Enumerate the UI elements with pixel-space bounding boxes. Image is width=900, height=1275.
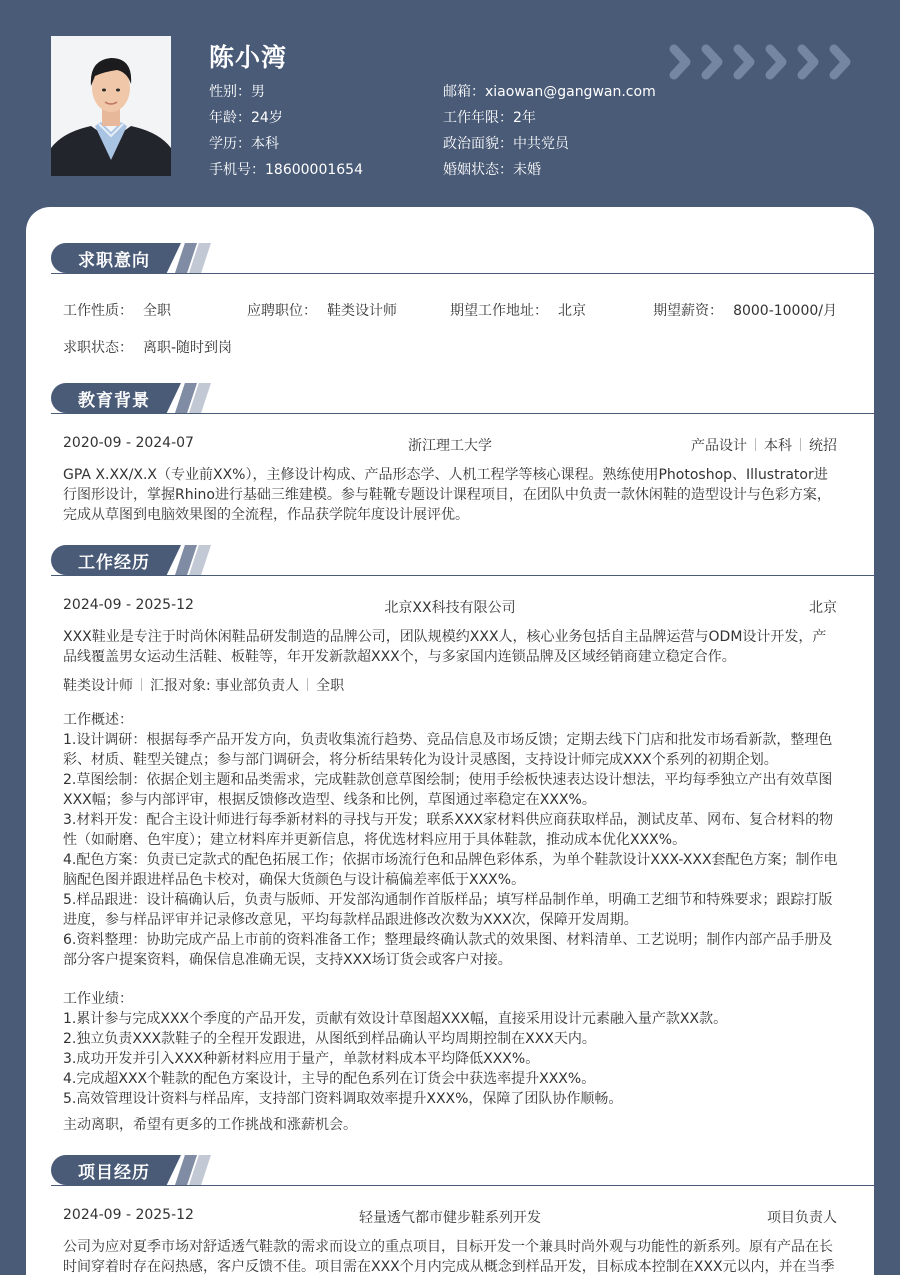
section-label: 求职意向 (78, 251, 150, 271)
marital-label: 婚姻状态： (443, 162, 513, 178)
section-label: 工作经历 (78, 553, 150, 573)
work-report: 汇报对象: 事业部负责人 (150, 678, 300, 694)
section-title-education (51, 383, 851, 415)
candidate-name: 陈小湾 (209, 43, 288, 72)
work-job-type: 全职 (316, 678, 345, 694)
overview-line: 3.材料开发：配合主设计师进行每季新材料的寻找与开发；联系XXX家材料供应商获取样品，测试皮革、网布、复合材料的物 (63, 812, 834, 828)
resume-header (0, 0, 900, 205)
separator (755, 438, 756, 451)
intent-location (450, 300, 586, 320)
section-divider (51, 413, 874, 414)
profile-photo (51, 36, 171, 176)
work-meta (63, 675, 344, 695)
work-overview (63, 710, 839, 970)
achievement-line: 4.完成超XXX个鞋款的配色方案设计，主导的配色系列在订货会中获选率提升XXX%。 (63, 1071, 596, 1087)
email-label: 邮箱： (443, 84, 485, 100)
achievement-line: 5.高效管理设计资料与样品库，支持部门资料调取效率提升XXX%，保障了团队协作顺畅。 (63, 1091, 623, 1107)
section-title-project (51, 1155, 851, 1187)
degree-row (209, 131, 363, 157)
overview-line: 性（如耐磨、色牢度）；建立材料库并更新信息，将优选材料应用于具体鞋款，推动成本优化XXX%。 (63, 832, 687, 848)
section-divider (51, 1185, 874, 1186)
years-row (443, 105, 656, 131)
age-row (209, 105, 363, 131)
separator (141, 678, 142, 691)
overview-line: XXX幅；参与内部评审，根据反馈修改造型、线条和比例，草图通过率稳定在XXX%。 (63, 792, 596, 808)
project-role: 项目负责人 (767, 1210, 837, 1226)
work-role: 鞋类设计师 (63, 678, 133, 694)
intent-status (63, 337, 232, 357)
basic-info-left (209, 79, 363, 183)
work-achievements (63, 989, 839, 1109)
gender-value: 男 (251, 84, 265, 100)
work-intro-line: XXX鞋业是专注于时尚休闲鞋品研发制造的品牌公司，团队规模约XXX人，核心业务包括自主品牌运营与ODM设计开发，产 (63, 629, 827, 645)
section-label: 教育背景 (78, 391, 150, 411)
achievement-line: 1.累计参与完成XXX个季度的产品开发，贡献有效设计草图超XXX幅，直接采用设计元素融入量产款XX款。 (63, 1011, 728, 1027)
politics-label: 政治面貌： (443, 136, 513, 152)
intent-position (247, 300, 397, 320)
marital-value: 未婚 (513, 162, 541, 178)
chevron-decoration-icon (668, 43, 870, 81)
edu-line: 完成从草图到电脑效果图的全流程，作品获学院年度设计展评优。 (63, 507, 469, 523)
section-title-intent (51, 243, 851, 275)
intent-location-value: 北京 (558, 303, 586, 319)
section-divider (51, 575, 874, 576)
phone-row (209, 157, 363, 183)
separator (800, 438, 801, 451)
intent-salary (653, 300, 837, 320)
email-row (443, 79, 656, 105)
marital-row (443, 157, 656, 183)
gender-row (209, 79, 363, 105)
achievement-line: 3.成功开发并引入XXX种新材料应用于量产，单款材料成本平均降低XXX%。 (63, 1051, 540, 1067)
work-company: 北京XX科技有限公司 (384, 600, 516, 616)
person-portrait-icon (51, 36, 171, 176)
project-line: 公司为应对夏季市场对舒适透气鞋款的需求而设立的重点项目，目标开发一个兼具时尚外观与功能性的新系列。原有产品在长 (63, 1239, 833, 1255)
intent-status-label: 求职状态： (63, 340, 133, 356)
edu-major: 产品设计 (691, 438, 747, 454)
overview-line: 进度，参与样品评审并记录修改意见，平均每款样品跟进修改次数为XXX次，保障开发周期。 (63, 912, 638, 928)
edu-line: GPA X.XX/X.X（专业前XX%），主修设计构成、产品形态学、人机工程学等核心课程。熟练使用Photoshop、Illustrator进 (63, 467, 828, 483)
overview-title: 工作概述： (63, 712, 133, 728)
gender-label: 性别： (209, 84, 251, 100)
overview-line: 5.样品跟进：设计稿确认后，负责与版师、开发部沟通制作首版样品；填写样品制作单，明确工艺细节和特殊要求；跟踪打版 (63, 892, 833, 908)
section-divider (51, 273, 874, 274)
phone-label: 手机号： (209, 162, 265, 178)
overview-line: 4.配色方案：负责已定款式的配色拓展工作；依据市场流行色和品牌色彩体系，为单个鞋款设计XXX-XXX套配色方案；制作电 (63, 852, 838, 868)
overview-line: 2.草图绘制：依据企划主题和品类需求，完成鞋款创意草图绘制；使用手绘板快速表达设计想法，平均每季独立产出有效草图 (63, 772, 833, 788)
edu-description (63, 465, 839, 525)
achievement-line: 2.独立负责XXX款鞋子的全程开发跟进，从图纸到样品确认平均周期控制在XXX天内。 (63, 1031, 596, 1047)
section-title-work (51, 545, 851, 577)
intent-salary-value: 8000-10000/月 (733, 303, 837, 319)
overview-line: 部分客户提案资料，确保信息准确无误，支持XXX场订货会或客户对接。 (63, 952, 512, 968)
edu-school: 浙江理工大学 (408, 438, 492, 454)
intent-type-value: 全职 (143, 303, 171, 319)
section-label: 项目经历 (78, 1163, 150, 1183)
email-value: xiaowan@gangwan.com (485, 84, 656, 100)
work-city: 北京 (809, 600, 837, 616)
politics-row (443, 131, 656, 157)
achievements-title: 工作业绩： (63, 991, 133, 1007)
intent-type-label: 工作性质： (63, 303, 133, 319)
overview-line: 彩、材质、鞋型关键点；参与部门调研会，将分析结果转化为设计灵感图，支持设计师完成XXX个系列的初期企划。 (63, 752, 778, 768)
project-line: 时间穿着时存在闷热感，客户反馈不佳。项目需在XXX个月内完成从概念到样品开发，目标成本控制在XXX元以内，并在当季 (63, 1259, 835, 1275)
intent-type (63, 300, 171, 320)
edu-period: 2020-09 - 2024-07 (63, 435, 194, 451)
edu-mode: 统招 (809, 438, 837, 454)
overview-line: 1.设计调研：根据每季产品开发方向，负责收集流行趋势、竞品信息及市场反馈；定期去线下门店和批发市场看新款，整理色 (63, 732, 833, 748)
age-value: 24岁 (251, 110, 283, 126)
years-label: 工作年限： (443, 110, 513, 126)
project-name: 轻量透气都市健步鞋系列开发 (359, 1210, 541, 1226)
overview-line: 6.资料整理：协助完成产品上市前的资料准备工作；整理最终确认款式的效果图、材料清单、工艺说明；制作内部产品手册及 (63, 932, 833, 948)
years-value: 2年 (513, 110, 536, 126)
work-intro (63, 627, 839, 667)
project-period: 2024-09 - 2025-12 (63, 1207, 194, 1223)
intent-position-label: 应聘职位： (247, 303, 317, 319)
intent-position-value: 鞋类设计师 (327, 303, 397, 319)
edu-degree: 本科 (764, 438, 792, 454)
intent-location-label: 期望工作地址： (450, 303, 548, 319)
intent-status-value: 离职-随时到岗 (143, 340, 233, 356)
work-intro-line: 品线覆盖男女运动生活鞋、板鞋等，年开发新款超XXX个，与多家国内连锁品牌及区域经销商建立稳定合作。 (63, 649, 736, 665)
resume-body (26, 207, 874, 1275)
edu-line: 行图形设计，掌握Rhino进行基础三维建模。参与鞋靴专题设计课程项目，在团队中负责一款休闲鞋的造型设计与色彩方案， (63, 487, 831, 503)
degree-value: 本科 (251, 136, 279, 152)
phone-value: 18600001654 (265, 162, 363, 178)
intent-salary-label: 期望薪资： (653, 303, 724, 319)
project-description (63, 1237, 839, 1275)
separator (307, 678, 308, 691)
overview-line: 脑配色图并跟进样品色卡校对，确保大货颜色与设计稿偏差率低于XXX%。 (63, 872, 526, 888)
politics-value: 中共党员 (513, 136, 569, 152)
edu-meta (691, 435, 837, 455)
work-period: 2024-09 - 2025-12 (63, 597, 194, 613)
basic-info-right (443, 79, 656, 183)
age-label: 年龄： (209, 110, 251, 126)
degree-label: 学历： (209, 136, 251, 152)
work-leave-reason: 主动离职，希望有更多的工作挑战和涨薪机会。 (63, 1117, 357, 1133)
